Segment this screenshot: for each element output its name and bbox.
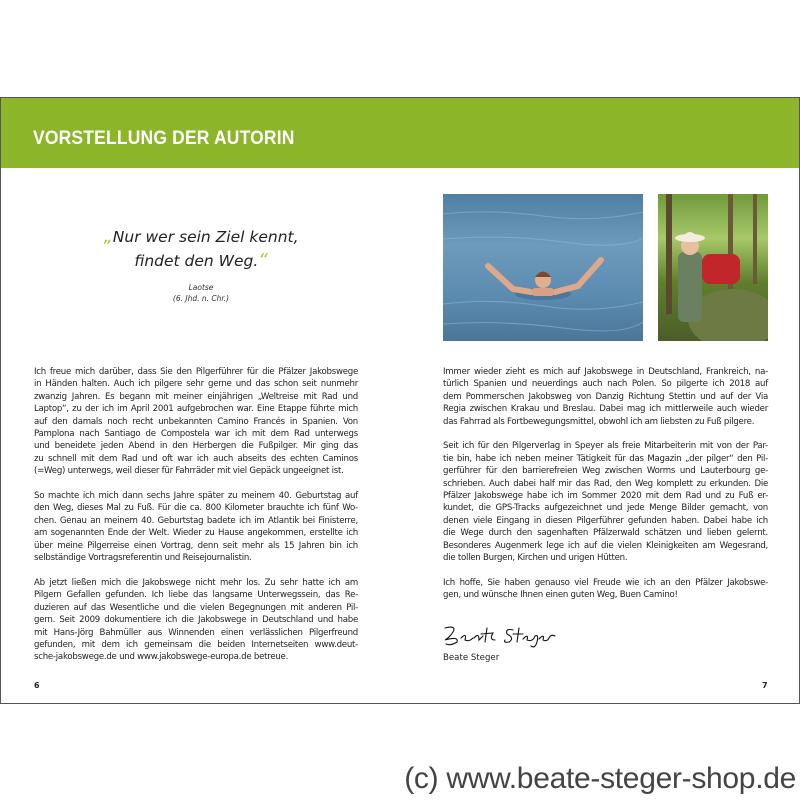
quote-attribution bbox=[61, 282, 341, 304]
text-line: am sogenannten Ende der Welt. Wieder zu Hause angekommen, erstellte ich bbox=[34, 528, 358, 539]
quote-line-2: findet den Weg. bbox=[134, 252, 259, 270]
text-line: selbständige Vortragsreferentin und Reisejournalistin. bbox=[34, 553, 252, 564]
epigraph-quote bbox=[61, 225, 341, 273]
page-number-right: 7 bbox=[762, 681, 768, 690]
text-line: Regia zwischen Krakau und Breslau. Dabei mag ich mittlerweile auch wieder bbox=[443, 404, 768, 415]
close-quote-mark: “ bbox=[258, 250, 268, 271]
chapter-title: VORSTELLUNG DER AUTORIN bbox=[33, 128, 295, 149]
text-line: Ab jetzt ließen mich die Jakobswege nicht mehr los. Zu sehr hatte ich am bbox=[34, 577, 358, 588]
text-line: Immer wieder zieht es mich auf Jakobswege in Deutschland, Frankreich, na- bbox=[443, 367, 768, 377]
text-line: So machte ich mich dann sechs Jahre später zu meinem 40. Geburtstag auf bbox=[34, 491, 358, 502]
book-spread bbox=[0, 97, 800, 704]
chapter-header bbox=[1, 98, 799, 168]
text-line: gern. Seit 2009 dokumentiere ich die Jakobswege in Deutschland und habe bbox=[34, 615, 358, 626]
open-quote-mark: „ bbox=[103, 226, 113, 247]
paragraph bbox=[443, 366, 768, 428]
paragraph bbox=[443, 440, 768, 564]
right-page-body bbox=[443, 366, 768, 614]
text-line: gerführer für den barrierefreien Weg zwischen Worms und Lauterbourg ge- bbox=[443, 466, 768, 477]
text-line: in Händen halten. Auch ich pilgere sehr gerne und das schon seit nunmehr bbox=[34, 379, 358, 390]
handwritten-signature bbox=[443, 622, 563, 650]
text-line: die tollen Burgen, Kirchen und urigen Hütten. bbox=[443, 553, 628, 564]
photo-woman-in-forest bbox=[658, 194, 768, 341]
text-line: auf den damals noch recht unbekannten Camino Francés in Spanien. Von bbox=[34, 416, 358, 427]
page-number-left: 6 bbox=[34, 681, 40, 690]
quote-author-date: (6. Jhd. n. Chr.) bbox=[172, 294, 230, 303]
text-line: Pilgern Gefallen gefunden. Ich liebe das langsame Unterwegssein, das Re- bbox=[34, 590, 358, 601]
text-line: tie bin, habe ich neben meiner Tätigkeit für das Magazin „der pilger“ den Pil- bbox=[443, 453, 768, 464]
text-line: denen viele Eingang in diesen Pilgerführer gefunden haben. Dabei habe ich bbox=[443, 515, 768, 526]
paragraph bbox=[34, 490, 358, 564]
text-line: über meine Pilgerreise einen Vortrag, denn seit mehr als 15 Jahren bin ich bbox=[34, 540, 358, 551]
paragraph bbox=[443, 577, 768, 602]
text-line: zwanzig Jahren. Es begann mit meiner einjährigen „Weltreise mit Rad und bbox=[34, 391, 358, 402]
text-line: chen. Genau an meinem 40. Geburtstag badete ich im Atlantik bei Finisterre, bbox=[34, 515, 358, 526]
text-line: zu schnell mit dem Rad und oft war ich auch abseits des echten Caminos bbox=[34, 453, 358, 464]
paragraph bbox=[34, 366, 358, 478]
text-line: Ich freue mich darüber, dass Sie den Pilgerführer für die Pfälzer Jakobswege bbox=[34, 367, 358, 377]
text-line: dem Pommerschen Jakobsweg von Danzig Richtung Stettin und auf der Via bbox=[443, 391, 768, 402]
text-line: Besonderes Augenmerk lege ich auf die vielen Kleinigkeiten am Wegesrand, bbox=[443, 540, 768, 551]
text-line: Pfälzer Jakobswege habe ich im Sommer 2020 mit dem Rad und zu Fuß er- bbox=[443, 491, 768, 502]
text-line: (=Weg) unterwegs, weil dieser für Fahrräder mit viel Gepäck ungeeignet ist. bbox=[34, 466, 344, 477]
text-line: duzieren auf das Wesentliche und die vielen Begegnungen mit anderen Pil- bbox=[34, 602, 358, 613]
text-line: schrieben. Auch dabei half mir das Rad, den Weg komplett zu erkunden. Die bbox=[443, 478, 768, 489]
text-line: Pamplona nach Santiago de Compostela war ich mit dem Rad unterwegs bbox=[34, 429, 358, 440]
text-line: Ich hoffe, Sie haben genauso viel Freude wie ich an den Pfälzer Jakobswe- bbox=[443, 577, 768, 588]
text-line: Seit ich für den Pilgerverlag in Speyer als freie Mitarbeiterin mit von der Par- bbox=[443, 441, 768, 452]
text-line: türlich Spanien und neuerdings auch nach Polen. So pilgerte ich 2018 auf bbox=[443, 379, 768, 390]
photo-swimming-woman bbox=[443, 194, 643, 341]
text-line: sche-jakobswege.de und www.jakobswege-europa.de betreue. bbox=[34, 652, 289, 663]
quote-author: Laotse bbox=[188, 283, 214, 292]
text-line: den Weg, dieses Mal zu Fuß. Für die ca. 800 Kilometer brauchte ich fünf Wo- bbox=[34, 503, 358, 514]
text-line: die Wege durch den sagenhaften Pfälzerwald schätzen und lieben gelernt. bbox=[443, 528, 768, 539]
copyright-watermark: (c) www.beate-steger-shop.de bbox=[404, 762, 796, 795]
text-line: gefunden, mit dem ich gemeinsam die beiden Internetseiten www.deut- bbox=[34, 639, 358, 650]
text-line: mit Hans-Jörg Bahmüller aus Winnenden einen verlässlichen Pilgerfreund bbox=[34, 627, 358, 638]
text-line: kundet, die GPS-Tracks aufgezeichnet und jede Menge Bilder gemacht, von bbox=[443, 503, 768, 514]
text-line: gen, und wünsche Ihnen einen guten Weg, Buen Camino! bbox=[443, 590, 678, 601]
paragraph bbox=[34, 577, 358, 664]
author-name: Beate Steger bbox=[443, 653, 500, 663]
text-line: das Fahrrad als Fortbewegungsmittel, obwohl ich am liebsten zu Fuß pilgere. bbox=[443, 416, 755, 427]
quote-line-1: Nur wer sein Ziel kennt, bbox=[112, 228, 299, 246]
text-line: Laptop“, zu der ich im April 2001 aufgebrochen war. Eine Etappe führte mich bbox=[34, 404, 358, 415]
text-line: und beneidete jeden Abend in den Herbergen die Fußpilger. Mir ging das bbox=[34, 441, 358, 452]
left-page-body bbox=[34, 366, 358, 676]
